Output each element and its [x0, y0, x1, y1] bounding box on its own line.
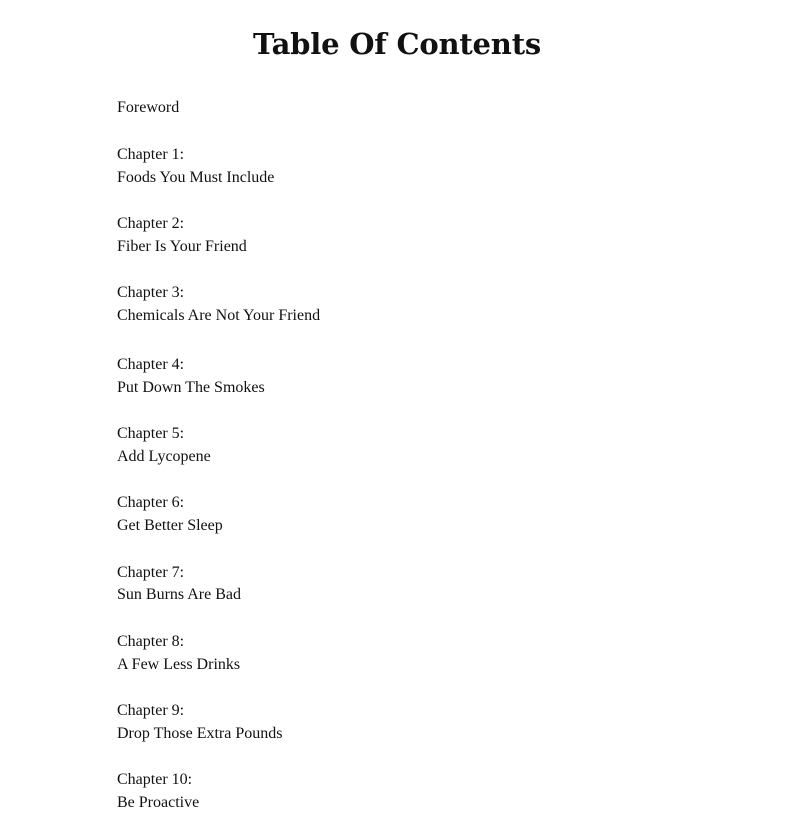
chapter-9-number: Chapter 9:: [117, 702, 185, 719]
chapter-4-number: Chapter 4:: [117, 356, 185, 373]
chapter-7-title: Sun Burns Are Bad: [117, 586, 241, 603]
chapter-6-title: Get Better Sleep: [117, 517, 223, 534]
chapter-7-number: Chapter 7:: [117, 564, 185, 581]
chapter-1-title: Foods You Must Include: [117, 169, 275, 186]
chapter-10-title: Be Proactive: [117, 794, 200, 811]
page-title: Table Of Contents: [252, 27, 542, 61]
chapter-1-number: Chapter 1:: [117, 146, 185, 163]
chapter-2-title: Fiber Is Your Friend: [117, 238, 247, 255]
chapter-5-title: Add Lycopene: [117, 448, 211, 465]
chapter-9-title: Drop Those Extra Pounds: [117, 725, 283, 742]
chapter-6-number: Chapter 6:: [117, 494, 185, 511]
chapter-3-number: Chapter 3:: [117, 284, 185, 301]
chapter-2-number: Chapter 2:: [117, 215, 185, 232]
foreword-entry: Foreword: [117, 99, 180, 116]
chapter-4-title: Put Down The Smokes: [117, 379, 265, 396]
chapter-8-title: A Few Less Drinks: [117, 656, 241, 673]
chapter-10-number: Chapter 10:: [117, 771, 193, 788]
chapter-8-number: Chapter 8:: [117, 633, 185, 650]
chapter-5-number: Chapter 5:: [117, 425, 185, 442]
chapter-3-title: Chemicals Are Not Your Friend: [117, 307, 321, 324]
